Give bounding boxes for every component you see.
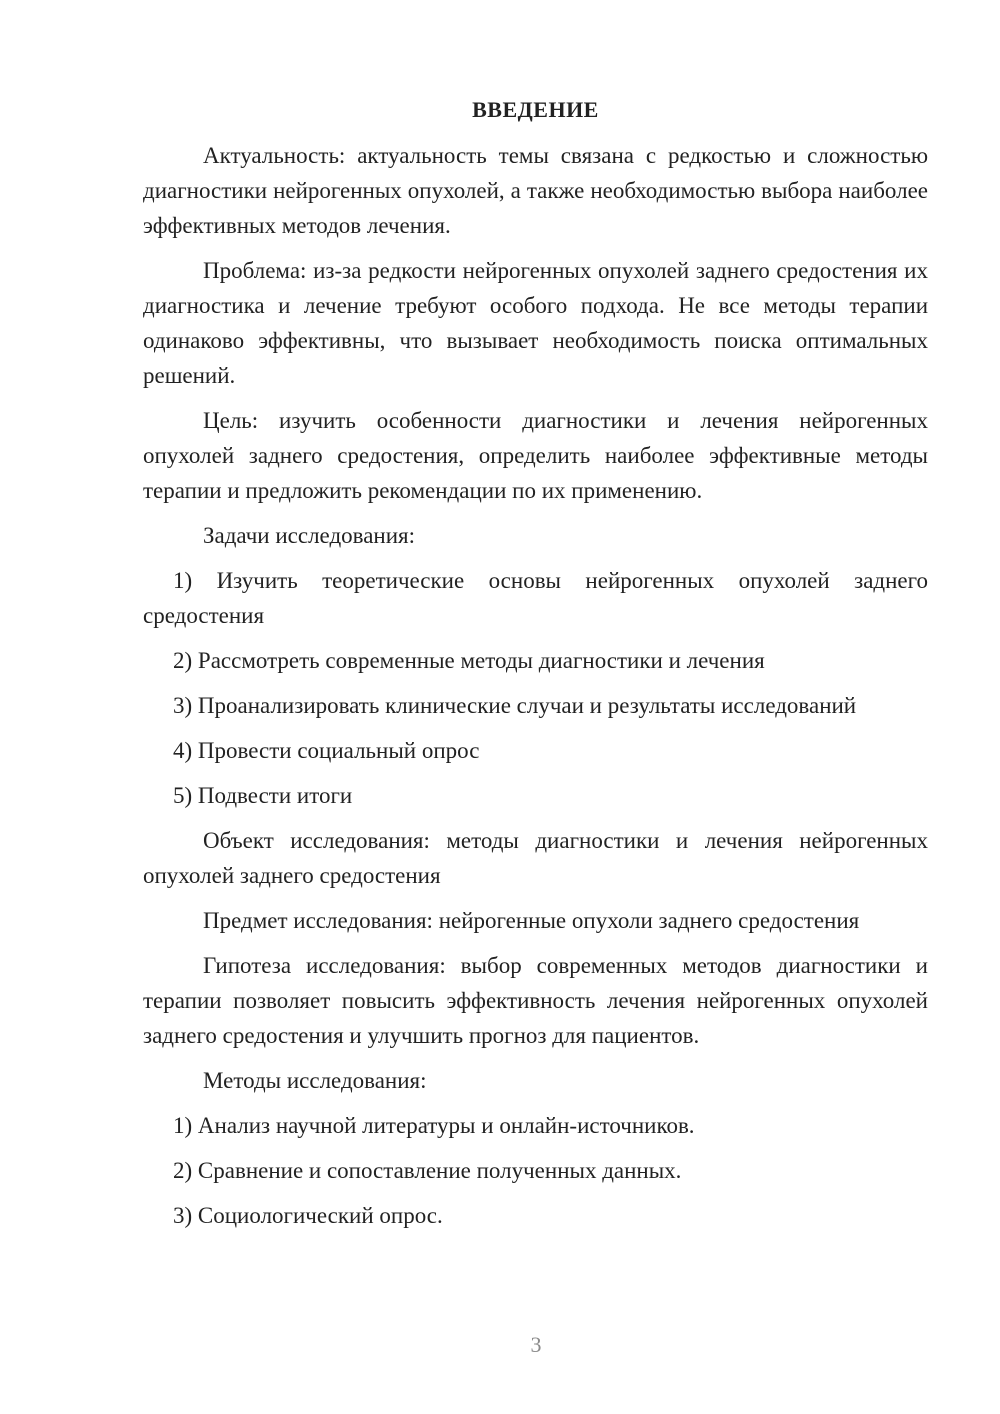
paragraph-tasks-heading: Задачи исследования: <box>203 523 416 548</box>
paragraph-relevance: Актуальность: актуальность темы связана с редкостью и сложностью диагностики нейрогенных опухолей, а также необходимостью выбора наиболее эффективных методов лечения. <box>143 143 928 238</box>
task-item: 5) Подвести итоги <box>173 783 353 808</box>
task-item: 4) Провести социальный опрос <box>173 738 480 763</box>
paragraph-subject: Предмет исследования: нейрогенные опухоли заднего средостения <box>203 908 860 933</box>
method-item: 2) Сравнение и сопоставление полученных данных. <box>173 1158 682 1183</box>
task-item: 3) Проанализировать клинические случаи и результаты исследований <box>173 693 857 718</box>
task-item: 2) Рассмотреть современные методы диагностики и лечения <box>173 648 765 673</box>
paragraph-methods-heading: Методы исследования: <box>203 1068 427 1093</box>
page-content <box>143 92 928 1243</box>
page-number: 3 <box>530 1332 542 1357</box>
task-item: 1) Изучить теоретические основы нейрогенных опухолей заднего средостения <box>143 568 928 628</box>
paragraph-problem: Проблема: из-за редкости нейрогенных опухолей заднего средостения их диагностика и лечение требуют особого подхода. Не все методы терапии одинаково эффективны, что вызывает необходимость поиска оптимальных решений. <box>143 258 928 388</box>
method-item: 3) Социологический опрос. <box>173 1203 443 1228</box>
section-title: ВВЕДЕНИЕ <box>472 97 599 122</box>
paragraph-goal: Цель: изучить особенности диагностики и лечения нейрогенных опухолей заднего средостения, определить наиболее эффективные методы терапии и предложить рекомендации по их применению. <box>143 408 928 503</box>
paragraph-hypothesis: Гипотеза исследования: выбор современных методов диагностики и терапии позволяет повысить эффективность лечения нейрогенных опухолей заднего средостения и улучшить прогноз для пациентов. <box>143 953 928 1048</box>
method-item: 1) Анализ научной литературы и онлайн-источников. <box>173 1113 695 1138</box>
paragraph-object: Объект исследования: методы диагностики и лечения нейрогенных опухолей заднего средостения <box>143 828 928 888</box>
